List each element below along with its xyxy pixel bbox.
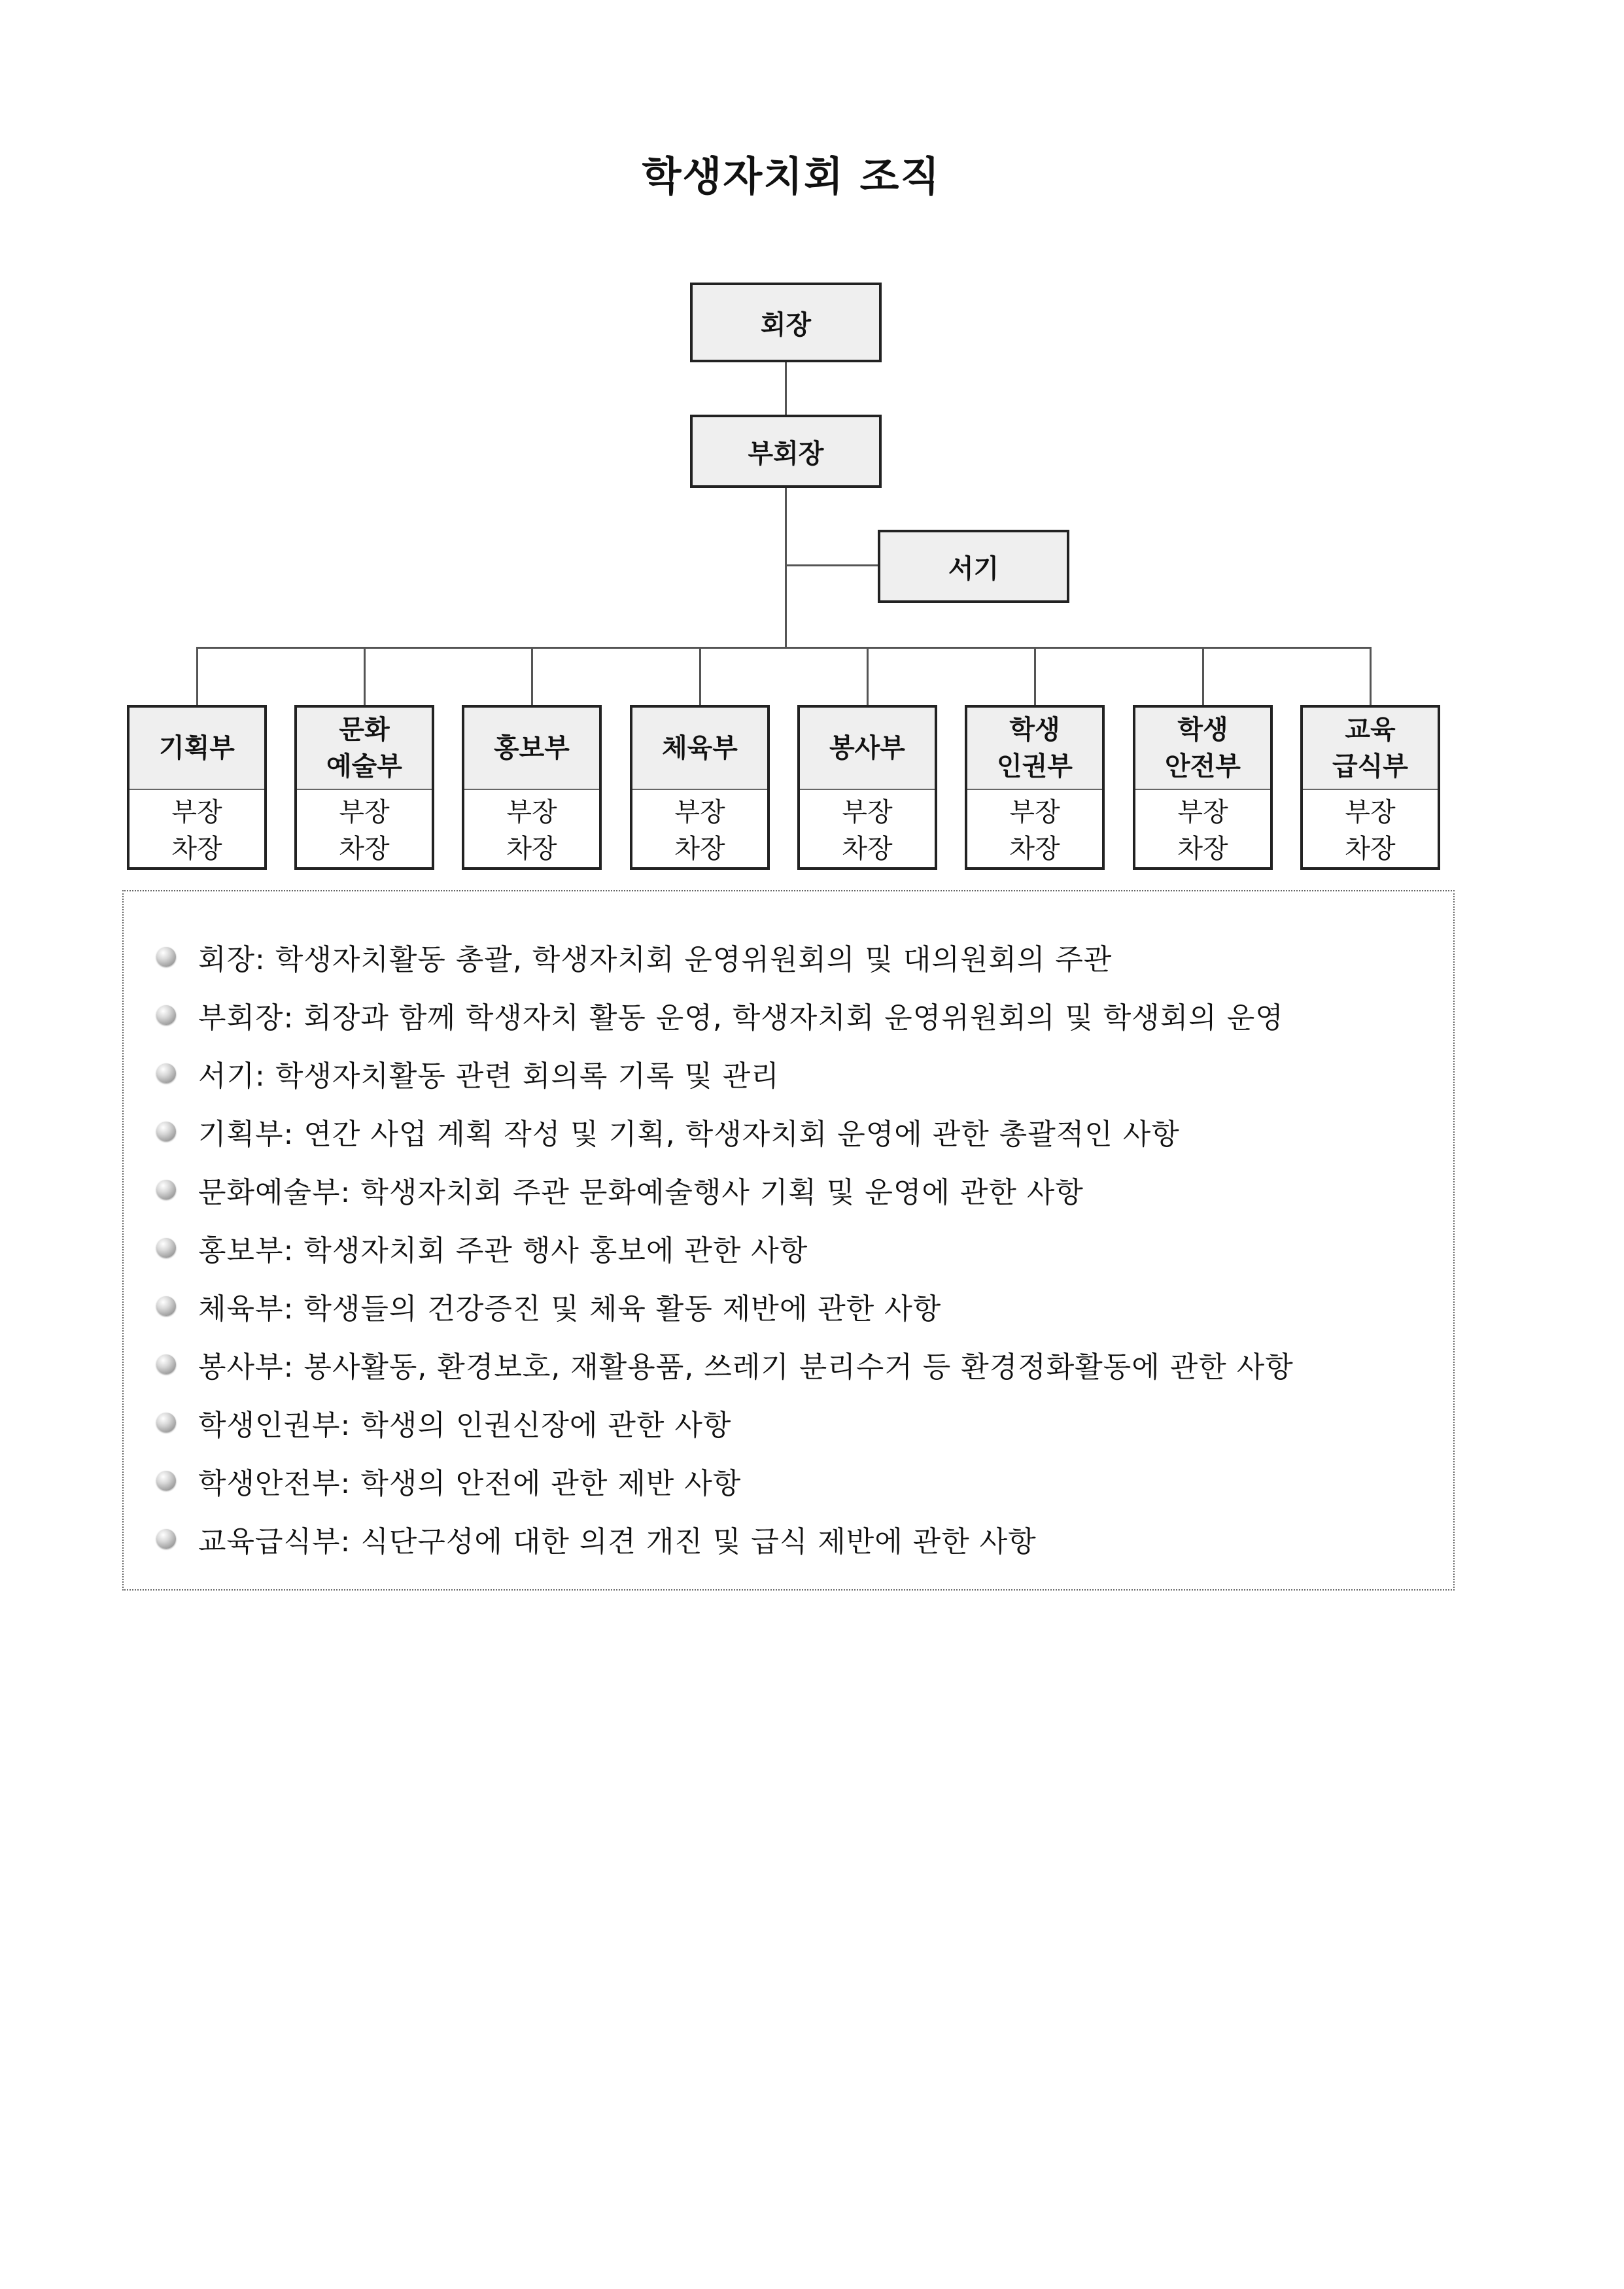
description-text: 기획부: 연간 사업 계획 작성 및 기획, 학생자치회 운영에 관한 총괄적인 사항 — [198, 1117, 1180, 1151]
department-roles — [632, 790, 767, 871]
page-title: 학생자치회 조직 — [642, 152, 941, 200]
connector-dept-bus — [196, 647, 1372, 649]
department-roles — [800, 790, 935, 871]
role-head: 부장 — [506, 797, 557, 827]
department-box — [1133, 705, 1273, 870]
department-roles — [130, 790, 264, 871]
connector-dept-drop — [531, 647, 533, 706]
description-text: 체육부: 학생들의 건강증진 및 체육 활동 제반에 관한 사항 — [198, 1292, 942, 1326]
bullet-icon — [156, 947, 176, 967]
secretary-box — [878, 530, 1069, 603]
list-item — [156, 1160, 1294, 1218]
description-text: 봉사부: 봉사활동, 환경보호, 재활용품, 쓰레기 분리수거 등 환경정화활동에 관한 사항 — [198, 1350, 1294, 1384]
department-name: 문화 예술부 — [297, 708, 432, 790]
connector-president-vice — [785, 362, 787, 416]
description-list — [156, 927, 1294, 1568]
list-item — [156, 1277, 1294, 1335]
department-roles — [1135, 790, 1270, 871]
department-box — [294, 705, 434, 870]
department-box — [462, 705, 602, 870]
role-deputy: 차장 — [339, 834, 390, 864]
list-item — [156, 1044, 1294, 1102]
department-name: 기획부 — [130, 708, 264, 790]
role-deputy: 차장 — [1009, 834, 1060, 864]
list-item — [156, 927, 1294, 986]
vice-president-box — [690, 415, 882, 488]
department-box — [127, 705, 267, 870]
president-box — [690, 283, 882, 362]
description-text: 서기: 학생자치활동 관련 회의록 기록 및 관리 — [198, 1059, 780, 1093]
department-roles — [297, 790, 432, 871]
description-text: 교육급식부: 식단구성에 대한 의견 개진 및 급식 제반에 관한 사항 — [198, 1524, 1037, 1558]
department-name: 학생 인권부 — [967, 708, 1102, 790]
description-text: 문화예술부: 학생자치회 주관 문화예술행사 기획 및 운영에 관한 사항 — [198, 1175, 1084, 1209]
department-name: 봉사부 — [800, 708, 935, 790]
role-deputy: 차장 — [1345, 834, 1396, 864]
connector-dept-drop — [867, 647, 869, 706]
bullet-icon — [156, 1296, 176, 1316]
department-roles — [1303, 790, 1438, 871]
connector-secretary — [785, 564, 880, 566]
role-head: 부장 — [674, 797, 725, 827]
bullet-icon — [156, 1529, 176, 1549]
list-item — [156, 1102, 1294, 1160]
description-text: 학생인권부: 학생의 인권신장에 관한 사항 — [198, 1408, 732, 1442]
connector-vice-trunk — [785, 487, 787, 647]
list-item — [156, 1509, 1294, 1568]
connector-dept-drop — [196, 647, 198, 706]
role-deputy: 차장 — [171, 834, 222, 864]
role-deputy: 차장 — [842, 834, 893, 864]
connector-dept-drop — [1202, 647, 1204, 706]
role-description-panel — [122, 890, 1455, 1591]
list-item — [156, 1393, 1294, 1451]
connector-dept-drop — [1034, 647, 1036, 706]
bullet-icon — [156, 1238, 176, 1258]
list-item — [156, 1451, 1294, 1509]
bullet-icon — [156, 1063, 176, 1083]
connector-dept-drop — [364, 647, 366, 706]
department-box — [630, 705, 770, 870]
bullet-icon — [156, 1180, 176, 1199]
department-name: 교육 급식부 — [1303, 708, 1438, 790]
bullet-icon — [156, 1005, 176, 1025]
role-head: 부장 — [339, 797, 390, 827]
role-deputy: 차장 — [674, 834, 725, 864]
department-name: 체육부 — [632, 708, 767, 790]
secretary-label: 서기 — [948, 553, 999, 584]
department-box — [965, 705, 1105, 870]
bullet-icon — [156, 1122, 176, 1141]
connector-dept-drop — [699, 647, 701, 706]
role-head: 부장 — [842, 797, 893, 827]
role-head: 부장 — [1345, 797, 1396, 827]
role-head: 부장 — [171, 797, 222, 827]
department-box — [1300, 705, 1440, 870]
description-text: 회장: 학생자치활동 총괄, 학생자치회 운영위원회의 및 대의원회의 주관 — [198, 942, 1113, 976]
president-label: 회장 — [760, 309, 812, 340]
role-deputy: 차장 — [506, 834, 557, 864]
role-head: 부장 — [1009, 797, 1060, 827]
bullet-icon — [156, 1471, 176, 1490]
department-box — [797, 705, 937, 870]
department-name: 학생 안전부 — [1135, 708, 1270, 790]
list-item — [156, 1335, 1294, 1393]
department-roles — [967, 790, 1102, 871]
description-text: 학생안전부: 학생의 안전에 관한 제반 사항 — [198, 1466, 742, 1500]
bullet-icon — [156, 1413, 176, 1432]
list-item — [156, 1218, 1294, 1277]
connector-dept-drop — [1370, 647, 1372, 706]
vice-president-label: 부회장 — [748, 438, 824, 469]
description-text: 부회장: 회장과 함께 학생자치 활동 운영, 학생자치회 운영위원회의 및 학생회의 운영 — [198, 1001, 1284, 1035]
bullet-icon — [156, 1354, 176, 1374]
department-name: 홍보부 — [464, 708, 599, 790]
description-text: 홍보부: 학생자치회 주관 행사 홍보에 관한 사항 — [198, 1233, 808, 1267]
role-head: 부장 — [1177, 797, 1228, 827]
department-roles — [464, 790, 599, 871]
role-deputy: 차장 — [1177, 834, 1228, 864]
list-item — [156, 986, 1294, 1044]
